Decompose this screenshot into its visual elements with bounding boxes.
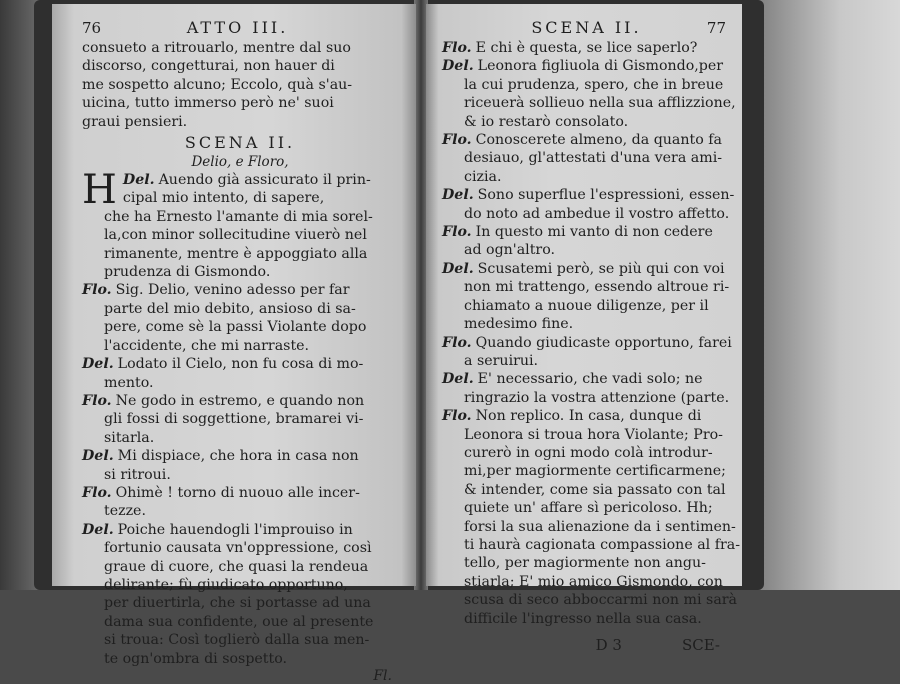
line-text: Ohimè ! torno di nuouo alle incer-: [115, 484, 360, 501]
scene-subtitle: Delio, e Floro,: [191, 154, 289, 171]
speaker-label: Flo.: [82, 484, 112, 501]
line-text: gli fossi di soggettione, bramarei vi-: [104, 411, 364, 428]
text-line: [442, 444, 726, 462]
line-text: forsi la sua alienazione da i sentimen-: [464, 518, 736, 535]
line-text: fortunio causata vn'oppressione, così: [104, 540, 372, 557]
line-text: pere, come sè la passi Violante dopo: [104, 319, 367, 336]
signature-mark: D 3: [595, 636, 622, 654]
text-line: [82, 594, 398, 612]
line-text: Sig. Delio, venino adesso per far: [115, 282, 350, 299]
line-text: rimanente, mentre è appoggiato alla: [104, 245, 368, 262]
right-running-head: [442, 18, 726, 37]
line-text: parte del mio debito, ansioso di sa-: [104, 300, 356, 317]
line-text: Auendo già assicurato il prin-: [158, 172, 371, 189]
text-line: [442, 113, 726, 131]
line-text: In questo mi vanto di non cedere: [475, 224, 713, 241]
text-line: [82, 429, 398, 447]
text-line: [442, 536, 741, 554]
line-text: Lodato il Cielo, non fu cosa di mo-: [117, 356, 364, 373]
text-line: [442, 426, 726, 444]
line-text: Leonora figliuola di Gismondo,per: [477, 58, 724, 75]
line-text: cipal mio intento, di sapere,: [122, 190, 325, 207]
line-text: l'accidente, che mi narraste.: [104, 337, 310, 354]
line-text: do noto ad ambedue il vostro affetto.: [464, 205, 730, 222]
line-text: quiete un' affare sì pericoloso. Hh;: [464, 500, 713, 517]
speaker-label: Del.: [442, 371, 474, 388]
speaker-label: Flo.: [82, 392, 112, 409]
text-line: [82, 355, 398, 373]
text-line: [82, 300, 398, 318]
left-text-bottom: [82, 189, 398, 668]
line-text: desiauo, gl'attestati d'una vera ami-: [464, 150, 723, 167]
text-line: [442, 297, 726, 315]
line-text: Quando giudicaste opportuno, farei: [475, 334, 732, 351]
text-line: [82, 539, 398, 557]
line-text: Non replico. In casa, dunque di: [475, 408, 702, 425]
line-text: per diuertirla, che si portasse ad una: [104, 595, 371, 612]
right-page-number: 77: [706, 19, 726, 37]
text-line: [82, 521, 398, 539]
line-text: delirante; fù giudicato opportuno,: [104, 576, 348, 593]
text-line: [442, 462, 726, 480]
line-text: stiarla; E' mio amico Gismondo, con: [464, 573, 723, 590]
speaker-label: Del.: [442, 58, 474, 75]
text-line: [442, 591, 738, 609]
line-text: la cui prudenza, spero, che in breue: [464, 76, 724, 93]
speaker-label: Flo.: [442, 224, 472, 241]
speaker-label: Del.: [122, 172, 155, 189]
text-line: [442, 573, 726, 591]
text-line: [442, 407, 726, 425]
left-act-title: ATTO III.: [186, 18, 289, 37]
text-line: [82, 189, 398, 207]
line-text: scusa di seco abboccarmi non mi sarà: [464, 592, 738, 609]
text-line: [442, 94, 736, 112]
text-line: [442, 168, 726, 186]
text-line: [442, 499, 726, 517]
text-line: [442, 481, 726, 499]
text-line: [442, 278, 730, 296]
text-line: [82, 208, 398, 226]
line-text: tezze.: [104, 503, 146, 520]
text-line: [442, 149, 726, 167]
text-line: [442, 554, 726, 572]
speaker-label: Flo.: [442, 132, 472, 149]
text-line: [442, 334, 732, 352]
speaker-label: Del.: [82, 448, 114, 465]
speaker-label: Flo.: [442, 334, 472, 351]
text-line: [82, 466, 398, 484]
scene-title: SCENA II.: [184, 133, 296, 153]
line-text: consueto a ritrouarlo, mentre dal suo: [82, 40, 351, 56]
line-text: Conoscerete almeno, da quanto fa: [475, 132, 722, 149]
line-text: medesimo fine.: [464, 316, 574, 333]
text-line: [442, 186, 735, 204]
line-text: non mi trattengo, essendo altroue ri-: [464, 279, 730, 296]
line-text: E' necessario, che vadi solo; ne: [477, 371, 703, 388]
text-line: [82, 76, 398, 94]
line-text: ad ogn'altro.: [464, 242, 555, 259]
text-line: [82, 502, 398, 520]
speaker-label: Del.: [442, 260, 474, 277]
speaker-label: Del.: [82, 521, 114, 538]
line-text: sitarla.: [104, 429, 155, 446]
text-line: [82, 558, 398, 576]
text-line: [442, 389, 730, 407]
line-text: a seruirui.: [464, 352, 539, 369]
text-line: [82, 318, 398, 336]
line-text: te ogn'ombra di sospetto.: [104, 650, 288, 667]
line-text: prudenza di Gismondo.: [104, 264, 271, 281]
text-line: [82, 337, 398, 355]
speaker-label: Flo.: [82, 282, 112, 299]
speaker-label: Flo.: [442, 408, 472, 425]
line-text: E chi è questa, se lice saperlo?: [475, 40, 698, 56]
left-catchword: Fl.: [373, 668, 392, 684]
text-line: [82, 447, 398, 465]
line-text: si troua: Così toglierò dalla sua men-: [104, 632, 370, 649]
line-text: graui pensieri.: [82, 113, 188, 130]
line-text: & io restarò consolato.: [464, 113, 629, 130]
line-text: dama sua confidente, oue al presente: [104, 613, 374, 630]
text-line: [442, 223, 726, 241]
text-line: [442, 205, 730, 223]
line-text: cizia.: [464, 168, 502, 185]
left-running-head: [82, 18, 398, 37]
text-line: [82, 281, 398, 299]
line-text: Scusatemi però, se più qui con voi: [477, 260, 725, 277]
line-text: & intender, come sia passato con tal: [464, 481, 726, 498]
line-text: mento.: [104, 374, 154, 391]
text-line: [442, 315, 726, 333]
text-line: [442, 352, 726, 370]
right-backdrop: [750, 0, 900, 590]
text-line: [82, 631, 398, 649]
line-text: chiamato a nuoue diligenze, per il: [464, 297, 709, 314]
text-line: [82, 39, 398, 57]
right-scene-title: SCENA II.: [531, 18, 642, 37]
right-footer: [442, 636, 726, 654]
line-text: la,con minor sollecitudine viuerò nel: [104, 227, 367, 244]
text-line: [82, 113, 398, 131]
text-line: [442, 39, 726, 57]
line-text: si ritroui.: [104, 466, 171, 483]
line-text: Sono superflue l'espressioni, essen-: [477, 187, 735, 204]
speaker-label: Flo.: [442, 40, 472, 56]
line-text: difficile l'ingresso nella sua casa.: [464, 610, 702, 627]
text-line: [82, 226, 398, 244]
text-line: [82, 484, 398, 502]
line-text: Mi dispiace, che hora in casa non: [117, 448, 359, 465]
text-line: [82, 94, 398, 112]
text-line: [442, 76, 726, 94]
line-text: Leonora si troua hora Violante; Pro-: [464, 426, 723, 443]
speaker-label: Del.: [82, 356, 114, 373]
text-line: [442, 610, 726, 628]
line-text: tello, per magiormente non angu-: [464, 555, 706, 572]
left-page-number: 76: [82, 19, 102, 37]
line-text: Ne godo in estremo, e quando non: [115, 392, 365, 409]
text-line: [82, 57, 398, 75]
dropcap-letter: H: [82, 167, 117, 214]
text-line: [82, 410, 398, 428]
line-text: ringrazio la vostra attenzione (parte.: [464, 389, 730, 406]
text-line: [82, 613, 398, 631]
text-line: [442, 518, 736, 536]
text-line: [82, 374, 398, 392]
line-text: riceuerà sollieuo nella sua afflizzione,: [464, 95, 736, 112]
line-text: uicina, tutto immerso però ne' suoi: [82, 95, 334, 112]
text-line: [442, 260, 726, 278]
text-line: [442, 370, 726, 388]
text-line: [82, 263, 398, 281]
right-text: [442, 39, 741, 628]
line-text: me sospetto alcuno; Eccolo, quà s'au-: [82, 76, 353, 93]
line-text: ti haurà cagionata compassione al fra-: [464, 536, 741, 553]
speaker-label: Del.: [442, 187, 474, 204]
right-page: [426, 4, 742, 654]
text-line: [82, 245, 398, 263]
text-line: [442, 57, 726, 75]
text-line: [82, 392, 398, 410]
line-text: curerò in ogni modo colà introdur-: [464, 444, 713, 461]
line-text: discorso, congetturai, non hauer di: [82, 58, 335, 75]
text-line: [82, 576, 398, 594]
text-line: [82, 650, 398, 668]
text-line: [442, 131, 726, 149]
left-page: [52, 4, 416, 684]
line-text: che ha Ernesto l'amante di mia sorel-: [104, 208, 373, 225]
text-line: [442, 241, 726, 259]
line-text: graue di cuore, che quasi la rendeua: [104, 558, 369, 575]
right-catchword: SCE-: [681, 636, 720, 654]
line-text: Poiche hauendogli l'improuiso in: [117, 521, 353, 538]
line-text: mi,per magiormente certificarmene;: [464, 463, 726, 480]
left-text-top: [82, 39, 398, 131]
